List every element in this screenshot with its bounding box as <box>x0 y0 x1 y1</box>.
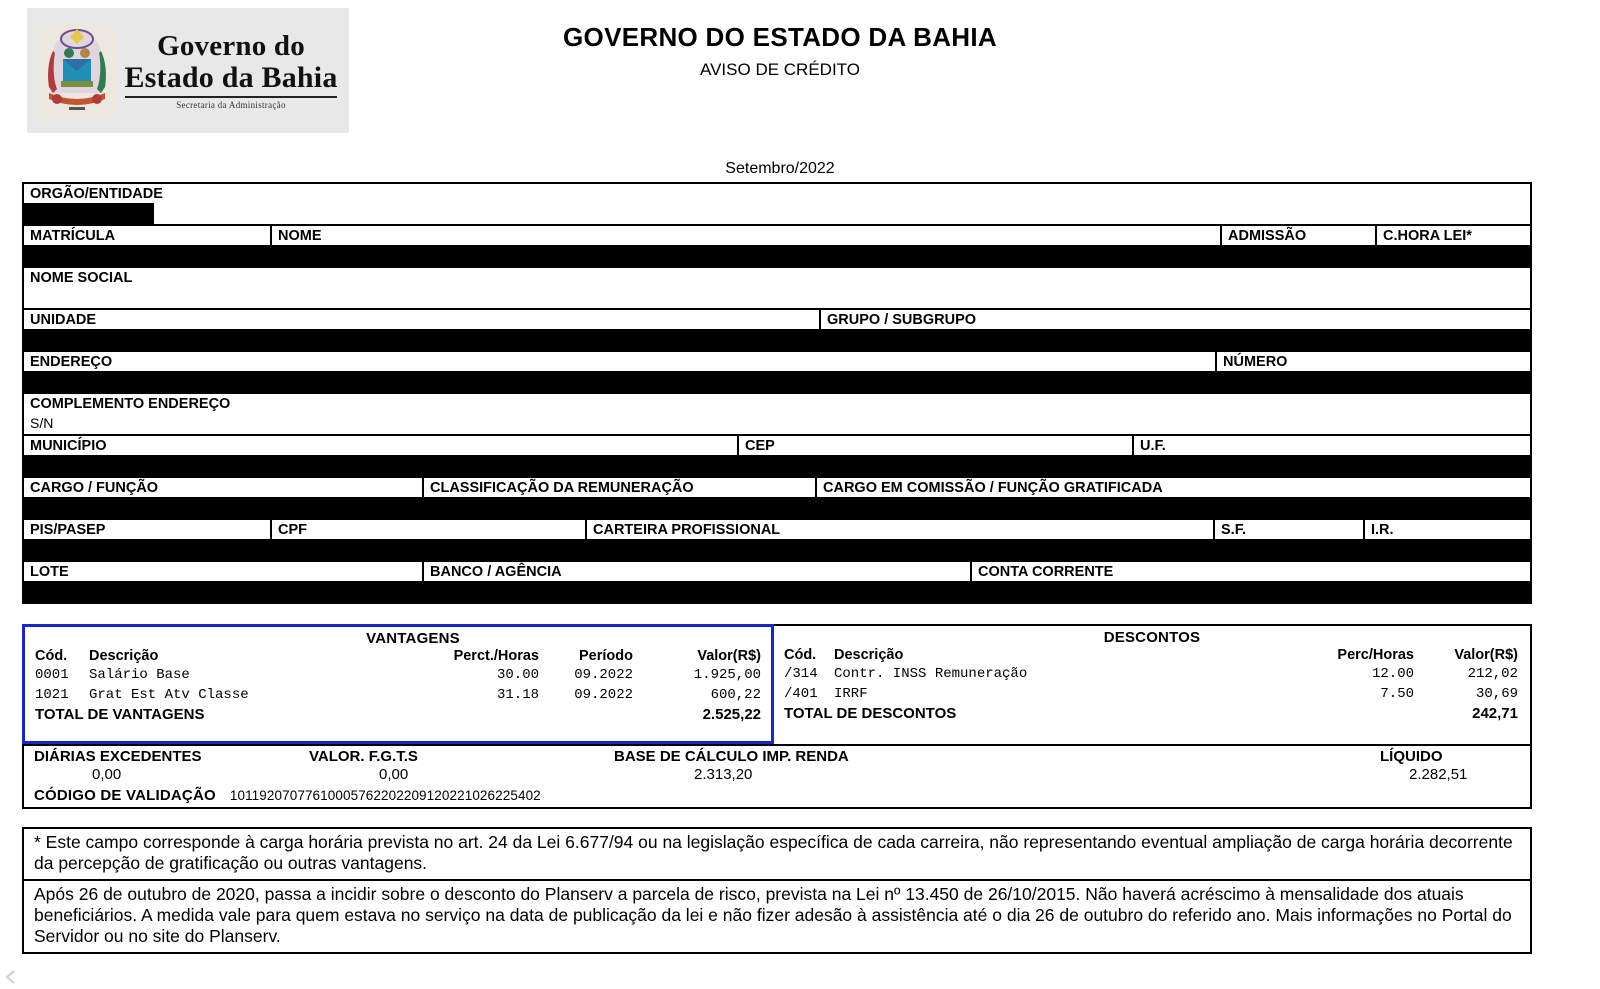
label-diarias-excedentes: DIÁRIAS EXCEDENTES <box>34 748 202 765</box>
field-orgao-entidade <box>24 184 1530 224</box>
label-complemento-endereco: COMPLEMENTO ENDEREÇO <box>30 396 231 412</box>
label-valor-fgts: VALOR. F.G.T.S <box>309 748 418 765</box>
logo-subtitle: Secretaria da Administração <box>176 99 286 110</box>
field-cargo-funcao <box>24 478 424 518</box>
label-chora-lei: C.HORA LEI* <box>1383 228 1472 244</box>
label-lote: LOTE <box>30 564 69 580</box>
redacted-banco-agencia-value <box>424 581 970 602</box>
vantagens-row0-periodo: 09.2022 <box>574 667 633 683</box>
vantagens-col-valor: Valor(R$) <box>697 648 761 664</box>
redacted-grupo-subgrupo-value <box>821 329 1530 350</box>
label-cargo-funcao: CARGO / FUNÇÃO <box>30 480 159 496</box>
field-endereco <box>24 352 1217 392</box>
employee-info-table <box>22 182 1532 604</box>
field-numero <box>1217 352 1530 392</box>
label-municipio: MUNICÍPIO <box>30 438 107 454</box>
validation-code-row <box>24 785 1530 807</box>
vantagens-title: VANTAGENS <box>366 630 460 647</box>
redacted-carteira-profissional-value <box>587 539 1213 560</box>
summary-row <box>24 746 1530 785</box>
row-lote-banco-conta <box>24 562 1530 604</box>
descontos-table <box>774 646 1530 724</box>
label-cpf: CPF <box>278 522 307 538</box>
value-valor-fgts: 0,00 <box>379 766 409 783</box>
value-codigo-validacao: 10119207077610005762202209120221026225402 <box>229 788 541 803</box>
label-classificacao-remuneracao: CLASSIFICAÇÃO DA REMUNERAÇÃO <box>430 480 694 496</box>
label-base-calculo-imp-renda: BASE DE CÁLCULO IMP. RENDA <box>614 748 849 765</box>
field-banco-agencia <box>424 562 972 602</box>
field-ir <box>1365 520 1530 560</box>
label-uf: U.F. <box>1140 438 1166 454</box>
value-liquido: 2.282,51 <box>1409 766 1468 783</box>
row-matricula-nome <box>24 226 1530 268</box>
label-nome-social: NOME SOCIAL <box>30 270 133 286</box>
field-sf <box>1215 520 1365 560</box>
field-base-calculo-imp-renda <box>604 746 1244 785</box>
vantagens-row0-desc: Salário Base <box>89 667 190 683</box>
field-unidade <box>24 310 821 350</box>
label-carteira-profissional: CARTEIRA PROFISSIONAL <box>593 522 781 538</box>
redacted-nome-value <box>272 245 1220 266</box>
label-ir: I.R. <box>1371 522 1394 538</box>
table-row <box>774 664 1530 684</box>
label-unidade: UNIDADE <box>30 312 97 328</box>
field-cep <box>739 436 1134 476</box>
descontos-total-value: 242,71 <box>1472 705 1518 722</box>
label-cargo-comissao: CARGO EM COMISSÃO / FUNÇÃO GRATIFICADA <box>823 480 1163 496</box>
field-classificacao-remuneracao <box>424 478 817 518</box>
vantagens-col-periodo: Período <box>579 648 633 664</box>
logo-line-1: Governo do <box>157 29 305 62</box>
redacted-municipio-value <box>24 455 737 476</box>
value-diarias-excedentes: 0,00 <box>92 766 122 783</box>
field-cargo-comissao <box>817 478 1530 518</box>
page-subtitle: AVISO DE CRÉDITO <box>700 60 860 79</box>
label-banco-agencia: BANCO / AGÊNCIA <box>430 564 562 580</box>
footer-notes <box>22 827 1532 954</box>
scroll-left-arrow-icon[interactable] <box>2 968 20 986</box>
table-row <box>25 685 771 705</box>
label-matricula: MATRÍCULA <box>30 228 116 244</box>
vantagens-header-row <box>25 647 771 665</box>
label-nome: NOME <box>278 228 322 244</box>
vantagens-row1-cod: 1021 <box>35 687 69 703</box>
vantagens-total-value: 2.525,22 <box>702 706 761 723</box>
coat-of-arms-icon <box>39 23 115 123</box>
reference-period: Setembro/2022 <box>725 160 835 177</box>
field-nome-social <box>24 268 1530 308</box>
label-codigo-validacao: CÓDIGO DE VALIDAÇÃO <box>34 787 216 804</box>
row-municipio-cep-uf <box>24 436 1530 478</box>
label-pis-pasep: PIS/PASEP <box>30 522 106 538</box>
field-grupo-subgrupo <box>821 310 1530 350</box>
row-pis-cpf-carteira <box>24 520 1530 562</box>
redacted-cep-value <box>739 455 1132 476</box>
note-planserv: Após 26 de outubro de 2020, passa a incidir sobre o desconto do Planserv a parcela de risco, prevista na Lei nº 13.450 de 26/10/2015. Não haverá acréscimo à mensalidade dos atuais beneficiários. A medida vale para quem estava no serviço na data de publicação da lei e não fizer adesão à assistência até o dia 26 de outubro do referido ano. Mais informações no Portal do Servidor ou no site do Planserv. <box>22 879 1532 954</box>
vantagens-row1-valor: 600,22 <box>710 687 761 703</box>
vantagens-row0-valor: 1.925,00 <box>693 667 761 683</box>
field-chora-lei <box>1377 226 1530 266</box>
row-cargo-classificacao <box>24 478 1530 520</box>
page-title: GOVERNO DO ESTADO DA BAHIA <box>563 22 997 52</box>
redacted-unidade-value <box>24 329 819 350</box>
summary-section <box>22 746 1532 809</box>
redacted-cpf-value <box>272 539 585 560</box>
vantagens-col-perct: Perct./Horas <box>453 648 539 664</box>
descontos-col-valor: Valor(R$) <box>1454 647 1518 663</box>
descontos-col-perc: Perc/Horas <box>1337 647 1414 663</box>
document-header <box>0 0 1600 177</box>
field-valor-fgts <box>299 746 604 785</box>
logo-line-2: Estado da Bahia <box>124 60 338 94</box>
descontos-col-cod: Cód. <box>784 647 817 663</box>
vantagens-row1-perct: 31.18 <box>496 687 539 703</box>
label-liquido: LÍQUIDO <box>1380 748 1443 765</box>
field-admissao <box>1222 226 1377 266</box>
field-matricula <box>24 226 272 266</box>
horizontal-scrollbar[interactable] <box>0 966 1600 989</box>
redacted-chora-lei-value <box>1377 245 1530 266</box>
descontos-row1-valor: 30,69 <box>1475 686 1518 702</box>
value-nome-social <box>24 287 1530 308</box>
row-nome-social <box>24 268 1530 310</box>
redacted-admissao-value <box>1222 245 1375 266</box>
row-unidade-grupo <box>24 310 1530 352</box>
redacted-orgao-entidade-value <box>24 203 154 224</box>
label-numero: NÚMERO <box>1223 354 1288 370</box>
field-carteira-profissional <box>587 520 1215 560</box>
label-endereco: ENDEREÇO <box>30 354 113 370</box>
vantagens-table <box>25 647 771 725</box>
field-nome <box>272 226 1222 266</box>
descontos-col-desc: Descrição <box>834 647 904 663</box>
label-conta-corrente: CONTA CORRENTE <box>978 564 1114 580</box>
row-complemento-endereco <box>24 394 1530 436</box>
descontos-row1-cod: /401 <box>784 686 818 702</box>
note-carga-horaria: * Este campo corresponde à carga horária prevista no art. 24 da Lei 6.677/94 ou na legislação específica de cada carreira, não representando eventual ampliação de carga horária decorrente da percepção de gratificação ou outras vantagens. <box>22 827 1532 879</box>
descontos-header-row <box>774 646 1530 664</box>
row-endereco-numero <box>24 352 1530 394</box>
vantagens-row1-desc: Grat Est Atv Classe <box>89 687 249 703</box>
table-row <box>774 684 1530 704</box>
redacted-numero-value <box>1217 371 1530 392</box>
label-sf: S.F. <box>1221 522 1246 538</box>
redacted-cargo-funcao-value <box>24 497 422 518</box>
label-grupo-subgrupo: GRUPO / SUBGRUPO <box>827 312 977 328</box>
vantagens-panel <box>22 624 774 744</box>
bahia-government-logo <box>27 8 349 133</box>
vantagens-col-cod: Cód. <box>35 648 68 664</box>
vantagens-total-row <box>25 705 771 725</box>
field-diarias-excedentes <box>24 746 299 785</box>
field-complemento-endereco <box>24 394 1530 434</box>
descontos-panel <box>774 624 1532 744</box>
field-uf <box>1134 436 1530 476</box>
row-orgao-entidade <box>24 184 1530 226</box>
redacted-sf-value <box>1215 539 1363 560</box>
logo-divider <box>125 96 337 98</box>
descontos-row1-desc: IRRF <box>834 686 868 702</box>
descontos-row0-cod: /314 <box>784 666 818 682</box>
field-lote <box>24 562 424 602</box>
field-conta-corrente <box>972 562 1530 602</box>
vantagens-row1-periodo: 09.2022 <box>574 687 633 703</box>
descontos-row0-desc: Contr. INSS Remuneração <box>834 666 1028 682</box>
redacted-cargo-comissao-value <box>817 497 1530 518</box>
label-cep: CEP <box>745 438 775 454</box>
label-admissao: ADMISSÃO <box>1228 228 1307 244</box>
redacted-classificacao-remuneracao-value <box>424 497 815 518</box>
redacted-pis-pasep-value <box>24 539 270 560</box>
vantagens-row0-cod: 0001 <box>35 667 69 683</box>
redacted-ir-value <box>1365 539 1530 560</box>
label-orgao-entidade: ORGÃO/ENTIDADE <box>30 186 163 202</box>
redacted-lote-value <box>24 581 422 602</box>
redacted-uf-value <box>1134 455 1530 476</box>
redacted-endereco-value <box>24 371 1215 392</box>
field-liquido <box>1244 746 1530 785</box>
vantagens-col-desc: Descrição <box>89 648 159 664</box>
field-pis-pasep <box>24 520 272 560</box>
redacted-conta-corrente-value <box>972 581 1530 602</box>
descontos-row0-perc: 12.00 <box>1371 666 1414 682</box>
field-cpf <box>272 520 587 560</box>
descontos-total-row <box>774 704 1530 724</box>
vantagens-total-label: TOTAL DE VANTAGENS <box>35 706 205 723</box>
redacted-matricula-value <box>24 245 270 266</box>
vantagens-row0-perct: 30.00 <box>496 667 539 683</box>
value-base-calculo-imp-renda: 2.313,20 <box>694 766 753 783</box>
descontos-title: DESCONTOS <box>1103 629 1201 646</box>
descontos-row1-perc: 7.50 <box>1380 686 1414 702</box>
descontos-row0-valor: 212,02 <box>1467 666 1518 682</box>
table-row <box>25 665 771 685</box>
field-municipio <box>24 436 739 476</box>
descontos-total-label: TOTAL DE DESCONTOS <box>784 705 957 722</box>
earnings-deductions-section <box>22 624 1532 746</box>
value-complemento-endereco: S/N <box>24 413 1530 434</box>
